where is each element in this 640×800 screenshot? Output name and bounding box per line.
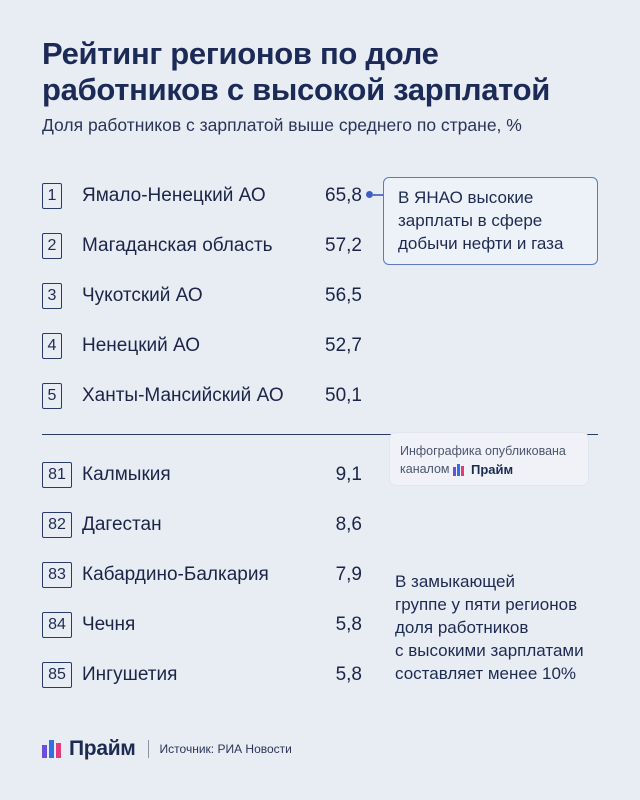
- page-title: Рейтинг регионов по доле работников с высокой зарплатой: [42, 36, 551, 107]
- region-name: Чукотский АО: [82, 285, 203, 306]
- promo-line: Инфографика опубликована: [400, 444, 566, 458]
- note-line: составляет менее 10%: [395, 664, 577, 683]
- ranking-table: [42, 0, 362, 800]
- callout-connector: [372, 194, 383, 196]
- rank-badge: 1: [42, 183, 62, 209]
- rank-badge: 81: [42, 462, 72, 488]
- region-value: 57,2: [325, 235, 362, 256]
- promo-line-2: [400, 460, 588, 479]
- rank-badge: 84: [42, 612, 72, 638]
- page-subtitle: Доля работников с зарплатой выше среднего по стране, %: [42, 115, 522, 135]
- rank-badge: 2: [42, 233, 62, 259]
- ranking-row: [42, 510, 362, 540]
- summary-note: [395, 570, 615, 685]
- region-value: 5,8: [335, 664, 362, 685]
- footer-brand-name: Прайм: [69, 737, 136, 760]
- ranking-row: [42, 331, 362, 361]
- ranking-row: [42, 660, 362, 690]
- footer-logo[interactable]: [42, 737, 136, 761]
- prime-logo-bars-icon: [42, 740, 64, 758]
- region-name: Кабардино-Балкария: [82, 564, 269, 585]
- region-value: 9,1: [335, 464, 362, 485]
- region-name: Калмыкия: [82, 464, 171, 485]
- callout-line: зарплаты в сфере: [398, 211, 543, 230]
- note-line: доля работников: [395, 618, 529, 637]
- ranking-row: [42, 381, 362, 411]
- note-line: с высокими зарплатами: [395, 641, 584, 660]
- region-value: 50,1: [325, 385, 362, 406]
- callout-line: добычи нефти и газа: [398, 234, 564, 253]
- promo-label: каналом: [400, 462, 450, 476]
- note-line: группе у пяти регионов: [395, 595, 578, 614]
- footer-separator: [148, 740, 149, 758]
- region-value: 65,8: [325, 185, 362, 206]
- callout-box: [383, 177, 598, 265]
- region-name: Магаданская область: [82, 235, 273, 256]
- footer-source: Источник: РИА Новости: [159, 742, 292, 756]
- region-name: Чечня: [82, 614, 136, 635]
- region-value: 7,9: [335, 564, 362, 585]
- promo-brand-name: Прайм: [471, 461, 514, 477]
- rank-badge: 5: [42, 383, 62, 409]
- ranking-row: [42, 181, 362, 211]
- rank-badge: 3: [42, 283, 62, 309]
- promo-card[interactable]: [390, 433, 588, 485]
- ranking-row: [42, 231, 362, 261]
- note-line: В замыкающей: [395, 572, 515, 591]
- region-value: 5,8: [335, 614, 362, 635]
- prime-logo-bars-icon: [453, 464, 467, 476]
- region-name: Ингушетия: [82, 664, 178, 685]
- region-name: Ненецкий АО: [82, 335, 201, 356]
- ranking-row: [42, 560, 362, 590]
- footer: [42, 737, 292, 761]
- ranking-row: [42, 281, 362, 311]
- rank-badge: 83: [42, 562, 72, 588]
- ranking-row: [42, 610, 362, 640]
- region-name: Дагестан: [82, 514, 162, 535]
- rank-badge: 82: [42, 512, 72, 538]
- callout-line: В ЯНАО высокие: [398, 188, 534, 207]
- promo-brand[interactable]: [453, 461, 513, 479]
- ranking-row: [42, 460, 362, 490]
- region-name: Ямало-Ненецкий АО: [82, 185, 266, 206]
- rank-badge: 4: [42, 333, 62, 359]
- region-value: 8,6: [335, 514, 362, 535]
- region-value: 52,7: [325, 335, 362, 356]
- region-name: Ханты-Мансийский АО: [82, 385, 284, 406]
- region-value: 56,5: [325, 285, 362, 306]
- rank-badge: 85: [42, 662, 72, 688]
